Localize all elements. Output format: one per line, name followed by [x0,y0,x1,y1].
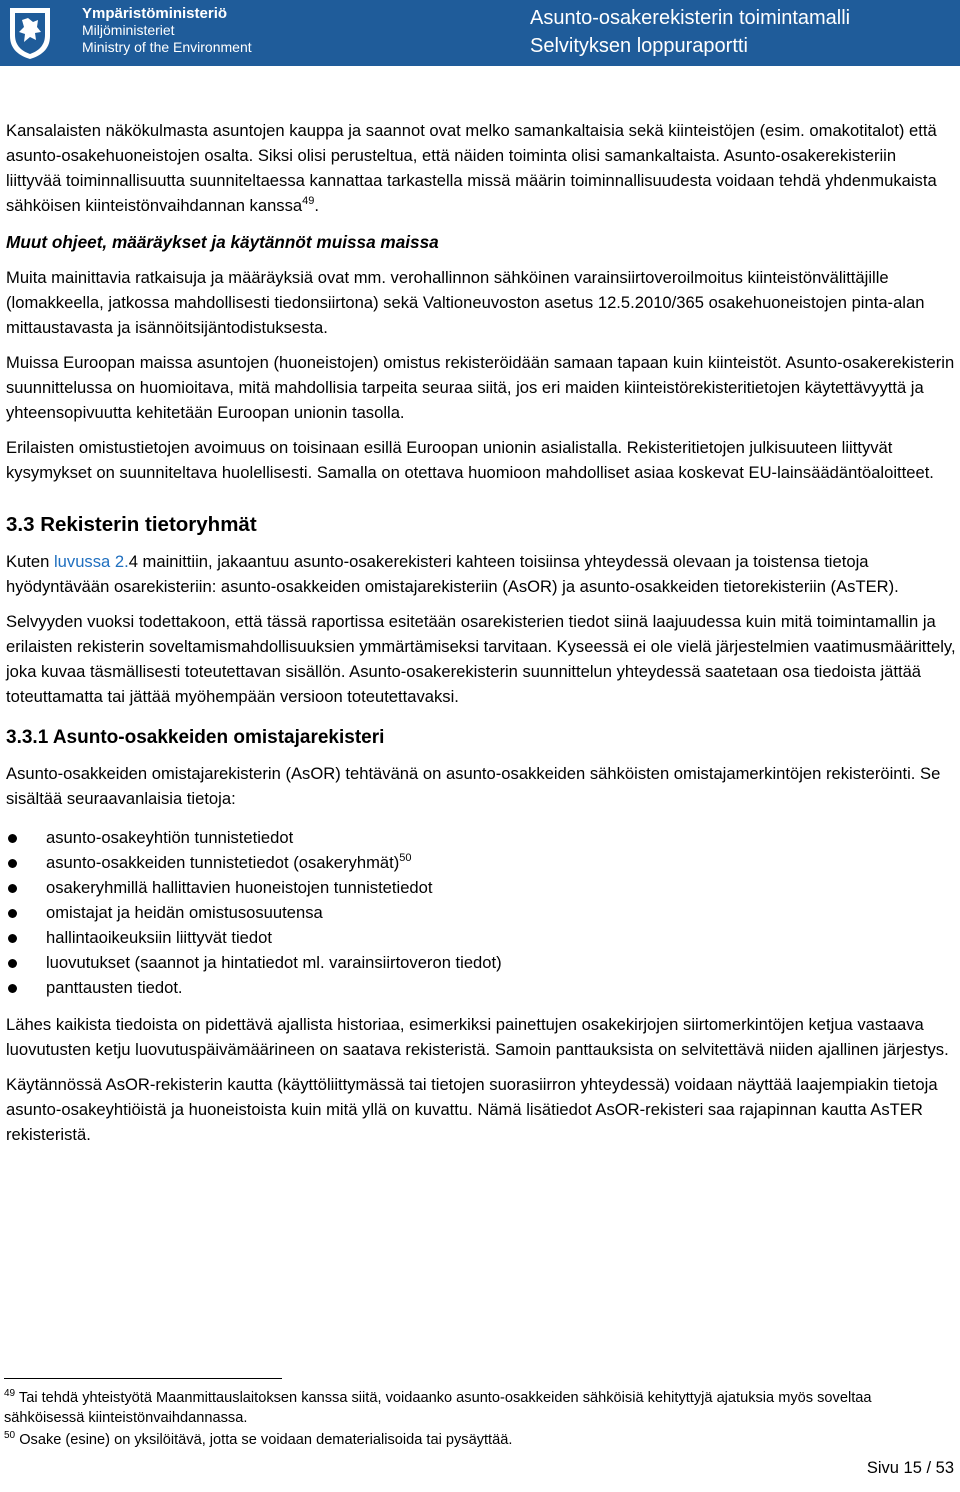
paragraph: Käytännössä AsOR-rekisterin kautta (käyttöliittymässä tai tietojen suorasiirron yhteydessä) voidaan näyttää laajempiakin tietoja asunto-osakeyhtiöistä ja huoneistoista kuin mitä yllä on kuvattu. Nämä lisätiedot AsOR-rekisteri saa rajapinnan kautta AsTER rekisteristä. [6,1075,938,1144]
section-heading-other-countries: Muut ohjeet, määräykset ja käytännöt muissa maissa [6,232,439,252]
section-heading-3-3-1: 3.3.1 Asunto-osakkeiden omistajarekisteri [6,727,385,748]
footnote [4,1430,954,1450]
bullet-icon [8,884,17,893]
ministry-name-sv: Miljöministeriet [82,22,175,38]
list-item [6,875,956,900]
list-item [6,900,956,925]
list-item-text: panttausten tiedot. [46,978,183,997]
footnotes [4,1388,954,1452]
paragraph-text: Kuten [6,552,54,571]
page-body [6,118,956,1157]
paragraph: Muita mainittavia ratkaisuja ja määräyksiä ovat mm. verohallinnon sähköinen varainsiirtoveroilmoitus kiinteistönvälittäjille (lomakkeella, jatkossa mahdollisesti tiedonsiirtona) sekä Valtioneuvoston asetus 12.5.2010/365 osakehuoneistojen pinta-alan mittaustavasta ja isännöitsijäntodistuksesta. [6,268,925,337]
footnote-ref[interactable]: 50 [399,852,412,864]
footnote-text: Osake (esine) on yksilöitävä, jotta se voidaan dematerialisoida tai pysäyttää. [19,1432,513,1448]
footnote [4,1388,954,1428]
footnote-ref[interactable]: 49 [302,195,315,207]
list-item [6,825,956,850]
chapter-link[interactable]: luvussa 2. [53,552,129,571]
list-item-text: osakeryhmillä hallittavien huoneistojen tunnistetiedot [46,878,433,897]
ministry-name-en: Ministry of the Environment [82,39,252,55]
bullet-list [6,825,956,1000]
bullet-icon [8,984,17,993]
footnote-text: Tai tehdä yhteistyötä Maanmittauslaitoksen kanssa siitä, voidaanko asunto-osakkeiden sähköisiä kehityttyjä ajatuksia myös soveltaa sähköisessä kiinteistönvaihdannassa. [4,1390,872,1426]
ministry-name [82,5,252,56]
list-item-text: asunto-osakeyhtiön tunnistetiedot [46,828,294,847]
paragraph-text: 4 mainittiin, jakaantuu asunto-osakerekisteri kahteen toisiinsa yhteydessä olevaan ja toistensa tietoja hyödyntävään osarekisteriin: asunto-osakkeiden omistajarekisteriin (AsOR) ja asunto-osakkeiden tietorekisteriin (AsTER). [6,552,899,596]
lion-coat-of-arms-icon [6,6,54,60]
paragraph-end: . [314,196,319,215]
list-item [6,925,956,950]
list-item [6,975,956,1000]
section-heading-3-3: 3.3 Rekisterin tietoryhmät [6,513,257,536]
paragraph-text: Kansalaisten näkökulmasta asuntojen kauppa ja saannot ovat melko samankaltaisia sekä kiinteistöjen (esim. omakotitalot) että asunto-osakehuoneistojen osalta. Siksi olisi perusteltua, että näiden toiminta olisi samankaltaista. Asunto-osakerekisteriin liittyvää toiminnallisuutta suunniteltaessa kannattaa tarkastella missä määrin toiminnallisuudesta voidaan tehdä yhdenmukaista sähköisen kiinteistönvaihdannan kanssa [6,121,937,215]
footnote-number: 50 [4,1430,16,1441]
list-item [6,950,956,975]
bullet-icon [8,959,17,968]
list-item [6,850,956,875]
document-title-block [530,4,850,60]
list-item-text: asunto-osakkeiden tunnistetiedot (osakeryhmät) [46,853,400,872]
ministry-name-fi: Ympäristöministeriö [82,5,228,22]
bullet-icon [8,859,17,868]
bullet-icon [8,909,17,918]
paragraph [6,549,956,599]
footnote-divider [4,1378,282,1379]
paragraph [6,118,956,218]
page-header [0,0,960,66]
paragraph: Lähes kaikista tiedoista on pidettävä ajallista historiaa, esimerkiksi painettujen osakekirjojen siirtomerkintöjen ketjua vastaava luovutusten ketju luovutuspäivämäärineen on saatava rekisteristä. Samoin panttauksista on selvitettävä niiden ajallinen järjestys. [6,1015,949,1059]
page-number: Sivu 15 / 53 [866,1459,954,1477]
bullet-icon [8,834,17,843]
list-item-text: hallintaoikeuksiin liittyvät tiedot [46,928,272,947]
paragraph: Muissa Euroopan maissa asuntojen (huoneistojen) omistus rekisteröidään samaan tapaan kuin kiinteistöt. Asunto-osakerekisterin suunnittelussa on huomioitava, mitä mahdollisia tarpeita seuraa siitä, jos eri maiden kiinteistörekisteritietojen käytettävyyttä ja yhteensopivuutta kehitetään Euroopan unionin tasolla. [6,353,955,422]
list-item-text: omistajat ja heidän omistusosuutensa [46,903,323,922]
paragraph: Erilaisten omistustietojen avoimuus on toisinaan esillä Euroopan unionin asialistalla. Rekisteritietojen julkisuuteen liittyvät kysymykset on suunniteltava huolellisesti. Samalla on otettava huomioon mahdolliset asiaa koskevat EU-lainsäädäntöaloitteet. [6,438,934,482]
bullet-icon [8,934,17,943]
paragraph: Asunto-osakkeiden omistajarekisterin (AsOR) tehtävänä on asunto-osakkeiden sähköisten omistajamerkintöjen rekisteröinti. Se sisältää seuraavanlaisia tietoja: [6,764,941,808]
list-item-text: luovutukset (saannot ja hintatiedot ml. varainsiirtoveron tiedot) [46,953,502,972]
paragraph: Selvyyden vuoksi todettakoon, että tässä raportissa esitetään osarekisterien tiedot siinä laajuudessa kuin mitä toimintamallin ja erilaisten rekisterin soveltamismahdollisuuksien ymmärtämiseksi tarvitaan. Kyseessä ei ole vielä järjestelmien vaatimusmäärittely, joka kuvaa täsmällisesti toteutettavan sisällön. Asunto-osakerekisterin suunnittelun yhteydessä saatetaan osa tiedoista jättää toteuttamatta tai jättää myöhempään versioon toteutettavaksi. [6,612,956,706]
footnote-number: 49 [4,1388,16,1399]
document-subtitle: Selvityksen loppuraportti [530,35,748,57]
document-title: Asunto-osakerekisterin toimintamalli [530,7,851,29]
